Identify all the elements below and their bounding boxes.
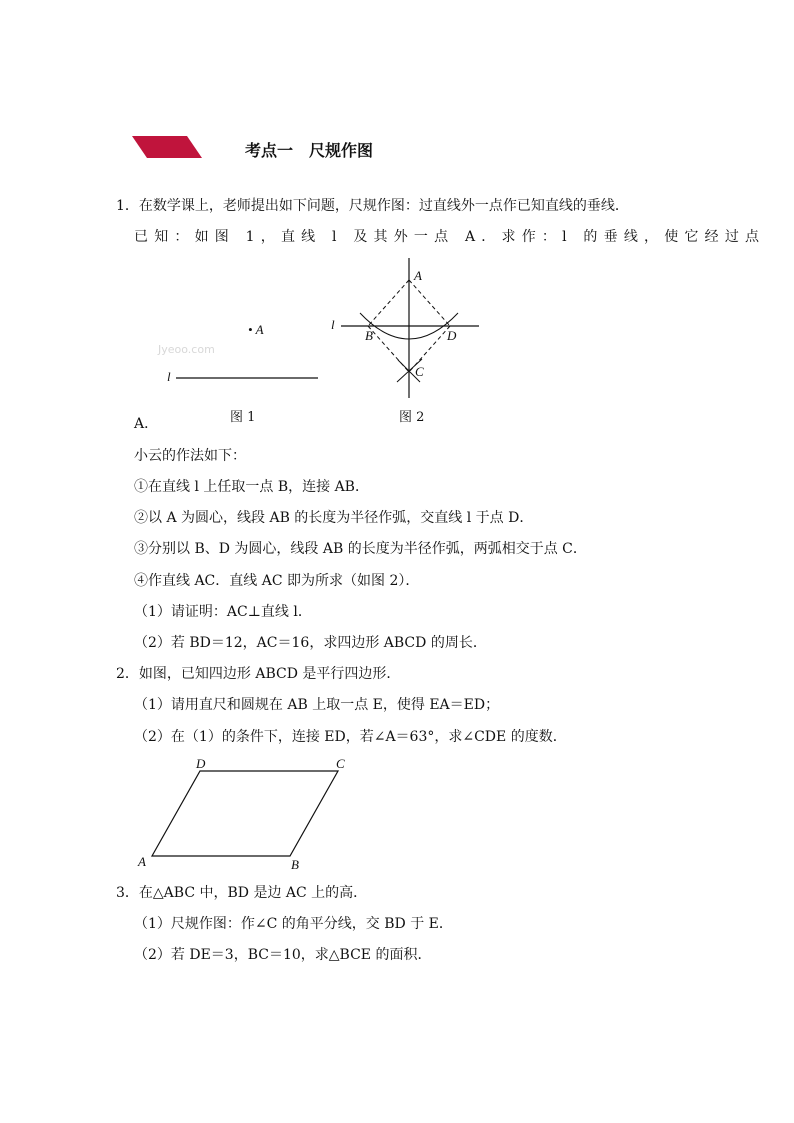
q1-given: 已知：如图 1，直线 l 及其外一点 A．求作：l 的垂线，使它经过点 <box>134 229 766 245</box>
q1-step-3: ③分别以 B、D 为圆心，线段 AB 的长度为半径作弧，两弧相交于点 C． <box>134 541 587 557</box>
parallelogram-abcd <box>152 771 338 856</box>
q2-label-c: C <box>336 756 345 771</box>
q1-step-4: ④作直线 AC．直线 AC 即为所求（如图 2）． <box>134 573 420 589</box>
watermark: Jyeoo.com <box>158 343 215 356</box>
q1-part-1: （1）请证明：AC⊥直线 l． <box>134 604 312 620</box>
fig1-label-l: l <box>167 369 171 384</box>
q3-part-1: （1）尺规作图：作∠C 的角平分线，交 BD 于 E． <box>134 916 453 932</box>
fig2-label-l: l <box>331 317 335 332</box>
fig1-point-a: • A <box>248 322 264 337</box>
q2-stem: 2．如图，已知四边形 ABCD 是平行四边形． <box>116 666 401 682</box>
q1-step-2: ②以 A 为圆心，线段 AB 的长度为半径作弧，交直线 l 于点 D． <box>134 510 534 526</box>
q2-part-2: （2）在（1）的条件下，连接 ED，若∠A＝63°，求∠CDE 的度数． <box>134 729 567 745</box>
section-title: 考点一 尺规作图 <box>245 141 374 160</box>
q1-method-intro: 小云的作法如下： <box>134 448 246 464</box>
q1-given-end: A． <box>134 416 159 432</box>
q3-stem: 3．在△ABC 中，BD 是边 AC 上的高． <box>116 885 368 901</box>
q1-step-1: ①在直线 l 上任取一点 B，连接 AB． <box>134 479 369 495</box>
q2-part-1: （1）请用直尺和圆规在 AB 上取一点 E，使得 EA＝ED； <box>134 697 500 713</box>
fig2-caption: 图 2 <box>399 410 425 425</box>
fig2-label-d: D <box>447 328 457 343</box>
fig2-label-a: A <box>414 268 422 283</box>
fig2-label-c: C <box>415 364 424 379</box>
q2-label-b: B <box>291 857 299 872</box>
fig1-caption: 图 1 <box>230 410 256 425</box>
q1-stem: 1．在数学课上，老师提出如下问题，尺规作图：过直线外一点作已知直线的垂线． <box>116 198 629 214</box>
fig2-label-b: B <box>365 328 373 343</box>
q2-label-a: A <box>138 854 146 869</box>
q1-part-2: （2）若 BD＝12，AC＝16，求四边形 ABCD 的周长． <box>134 635 487 651</box>
q2-label-d: D <box>196 756 206 771</box>
q3-part-2: （2）若 DE＝3，BC＝10，求△BCE 的面积． <box>134 947 432 963</box>
